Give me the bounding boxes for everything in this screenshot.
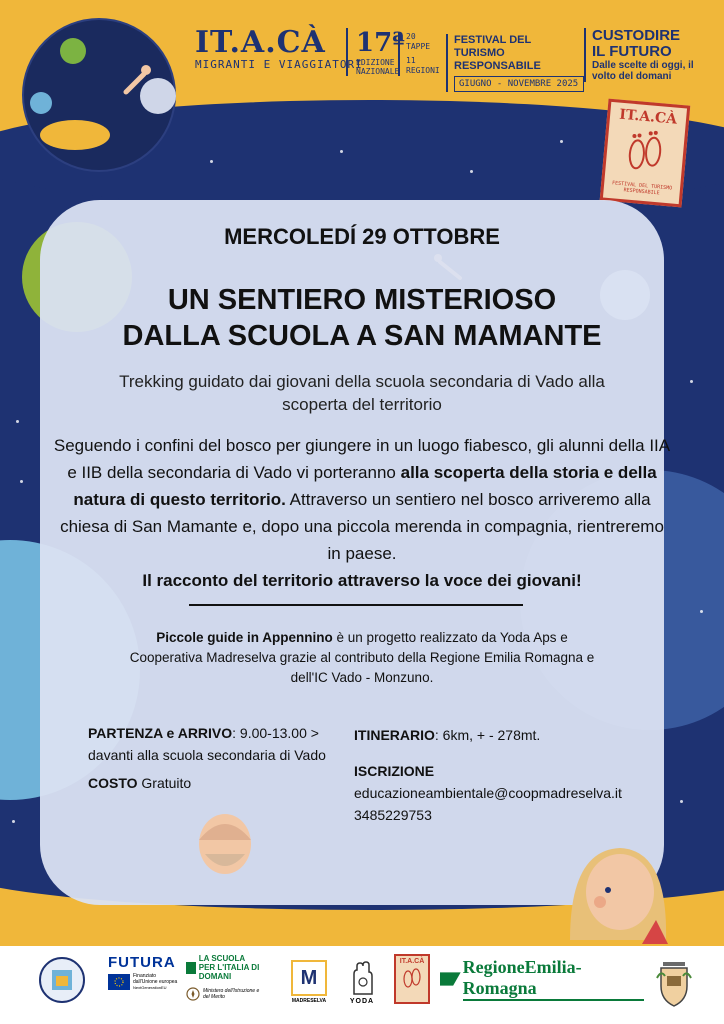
scuola-bar (186, 962, 196, 974)
partenza-value: : 9.00-13.00 > davanti alla scuola secondaria di Vado (88, 725, 326, 763)
yoda-logo (344, 952, 380, 1012)
star (210, 160, 213, 163)
partenza-label: PARTENZA e ARRIVO (88, 725, 233, 741)
partner-logos (0, 946, 724, 1024)
star (12, 820, 15, 823)
project-credits (120, 628, 604, 688)
itaca-stamp (600, 99, 691, 208)
festival-brand (195, 25, 363, 71)
event-title-line-1: UN SENTIERO MISTERIOSO (167, 284, 557, 316)
star (16, 420, 19, 423)
star (20, 480, 23, 483)
itinerario-info (354, 724, 654, 746)
edition-block (346, 28, 405, 76)
iscrizione-label: ISCRIZIONE (354, 763, 435, 779)
madreselva-label: MADRESELVA (291, 998, 327, 1004)
desc-part-1: Seguendo i confini del bosco per giungere in un luogo fiabesco, gli alunni della IIA e IIB della secondaria di Vado vi porteranno (53, 436, 671, 482)
event-title-line-2: DALLA SCUOLA A SAN MAMANTE (122, 320, 602, 352)
school-crest-icon (38, 956, 86, 1004)
regione-logo (440, 957, 644, 998)
contact-email[interactable]: educazioneambientale@coopmadreselva.it (354, 785, 622, 801)
info-left-column (88, 722, 328, 794)
tappe-block (398, 32, 444, 76)
tappe-count: 20 TAPPE (406, 32, 431, 51)
festival-dates: GIUGNO - NOVEMBRE 2025 (454, 76, 584, 92)
italian-emblem-icon (186, 987, 200, 1001)
info-right-column (354, 724, 654, 826)
custodire-block (584, 28, 702, 82)
event-description (52, 432, 672, 594)
regione-flag-icon (440, 968, 461, 990)
futura-logo (108, 954, 180, 1006)
star (700, 610, 703, 613)
itinerario-value: : 6km, + - 278mt. (434, 727, 541, 743)
brand-subtitle: MIGRANTI E VIAGGIATORI (195, 58, 363, 71)
scuola-line-2: PER L'ITALIA DI DOMANI (198, 963, 260, 981)
scuola-line-1: LA SCUOLA (198, 954, 246, 963)
itaca-mini-logo (394, 954, 430, 1004)
scuola-domani-logo (186, 954, 276, 1006)
star (690, 380, 693, 383)
regione-label: RegioneEmilia-Romagna (463, 957, 644, 1001)
planet-yellow-left (40, 120, 110, 150)
star (560, 140, 563, 143)
footprints-icon (402, 965, 422, 989)
event-subtitle: Trekking guidato dai giovani della scuola secondaria di Vado alla scoperta del territorio (119, 372, 605, 414)
star (680, 800, 683, 803)
divider (189, 604, 523, 606)
costo-label: COSTO (88, 775, 138, 791)
futura-title: FUTURA (108, 954, 176, 971)
woman-illustration (560, 840, 670, 946)
event-date: MERCOLEDÍ 29 OTTOBRE (224, 224, 500, 249)
regioni-count: 11 REGIONI (406, 56, 440, 75)
eu-flag-icon (108, 974, 130, 990)
costo-info (88, 772, 328, 794)
star (470, 170, 473, 173)
project-text: è un progetto realizzato da Yoda Aps e Cooperativa Madreselva grazie al contributo della Regione Emilia Romagna e dell'IC Vado - Monzuno. (129, 630, 595, 685)
municipal-crest (654, 952, 694, 1012)
desc-part-2: Attraverso un sentiero nel bosco arriveremo alla chiesa di San Mamante e, dopo una piccola merenda in compagnia, rientreremo in paese. (60, 490, 664, 563)
planet-green-small (60, 38, 86, 64)
star (340, 150, 343, 153)
futura-sub: Finanziato dall'Unione europea (133, 973, 178, 985)
edition-label-1: EDIZIONE (356, 58, 395, 67)
ministero-label: Ministero dell'Istruzione e del Merito (203, 988, 260, 1000)
itinerario-label: ITINERARIO (354, 727, 435, 743)
edition-label-2: NAZIONALE (356, 67, 400, 76)
itaca-mini-title: IT.A.CÀ (399, 958, 425, 965)
project-name: Piccole guide in Appennino (156, 630, 333, 645)
man-illustration (185, 810, 265, 880)
yoda-hand-icon (348, 960, 376, 998)
partenza-info (88, 722, 328, 766)
desc-bold-2: Il racconto del territorio attraverso la voce dei giovani! (142, 571, 582, 590)
madreselva-logo (288, 956, 330, 1008)
school-logo (36, 954, 88, 1006)
event-title (0, 282, 724, 354)
custodire-subtitle: Dalle scelte di oggi, il volto del domani (592, 60, 694, 82)
stamp-subtitle: FESTIVAL DEL TURISMO RESPONSABILE (611, 180, 673, 197)
edition-number: 17ª (356, 28, 405, 58)
footprints-icon (623, 127, 667, 178)
custodire-title: CUSTODIRE IL FUTURO (592, 27, 681, 60)
yoda-label: YODA (349, 997, 375, 1005)
planet-blue-small (30, 92, 52, 114)
stamp-title: IT.A.CÀ (618, 106, 678, 128)
futura-sub-2: NextGenerationEU (133, 985, 167, 990)
festival-name: FESTIVAL DEL TURISMO RESPONSABILE (454, 34, 541, 72)
brand-title: IT.A.CÀ (195, 25, 326, 60)
swimmer-illustration (116, 62, 156, 102)
desc-bold-1: alla scoperta della storia e della natura di questo territorio. (73, 463, 657, 509)
crest-shield-icon (655, 956, 693, 1008)
costo-value: Gratuito (137, 775, 192, 791)
festival-block (446, 34, 584, 92)
contact-phone[interactable]: 3485229753 (354, 807, 432, 823)
madreselva-mark: M (291, 960, 327, 996)
